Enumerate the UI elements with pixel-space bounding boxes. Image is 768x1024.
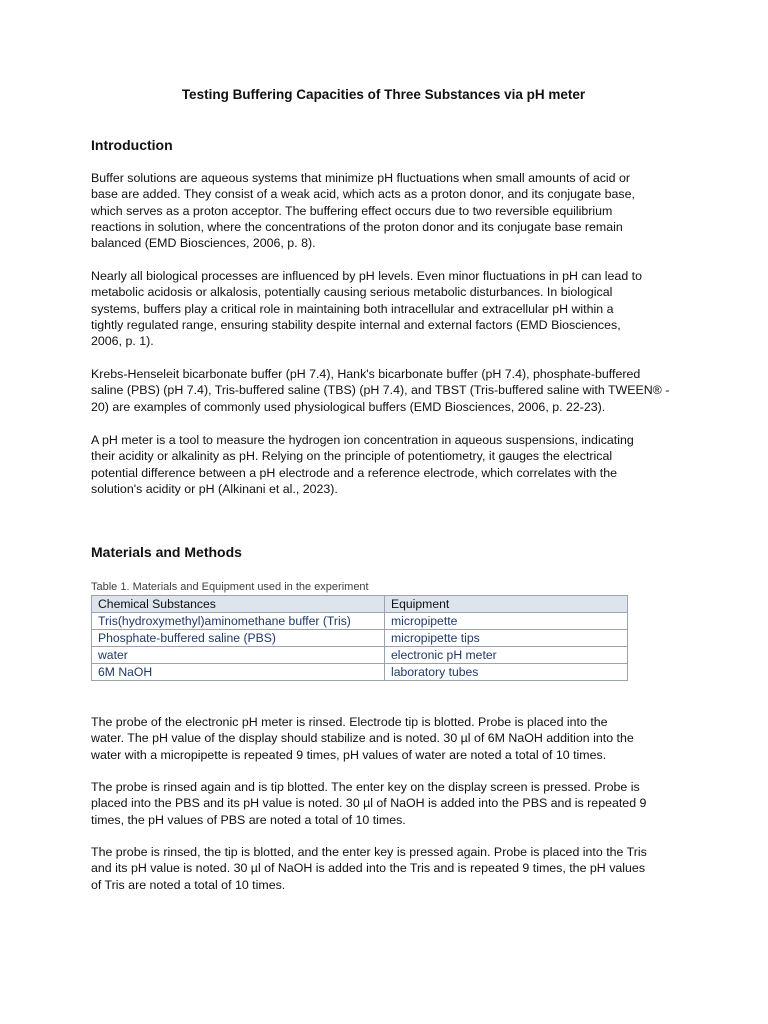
paragraph-line: systems, buffers play a critical role in maintaining both intracellular and extracellular pH within a: [91, 301, 614, 316]
paragraph-line: 20) are examples of commonly used physiological buffers (EMD Biosciences, 2006, p. 22-23).: [91, 399, 606, 414]
paragraph-line: potential difference between a pH electrode and a reference electrode, which correlates with the: [91, 465, 618, 480]
paragraph-line: Buffer solutions are aqueous systems that minimize pH fluctuations when small amounts of acid or: [91, 171, 631, 185]
paragraph-line: their acidity or alkalinity as pH. Relying on the principle of potentiometry, it gauges the electrical: [91, 449, 613, 464]
introduction-paragraph-2: [91, 268, 671, 349]
paragraph-line: and its pH value is noted. 30 µl of NaOH is added into the Tris and is repeated 9 times, the pH values: [91, 861, 646, 876]
paragraph-line: tightly regulated range, ensuring stability despite internal and external factors (EMD Biosciences,: [91, 317, 621, 332]
table-cell: laboratory tubes: [385, 664, 628, 681]
paragraph-line: water with a micropipette is repeated 9 times, pH values of water are noted a total of 10 times.: [91, 747, 607, 762]
paragraph-line: Nearly all biological processes are influenced by pH levels. Even minor fluctuations in pH can lead to: [91, 269, 642, 283]
paragraph-line: A pH meter is a tool to measure the hydrogen ion concentration in aqueous suspensions, indicating: [91, 433, 634, 447]
methods-paragraph-2: [91, 779, 671, 828]
table-cell: micropipette tips: [385, 630, 628, 647]
document-title: Testing Buffering Capacities of Three Substances via pH meter: [181, 87, 586, 102]
paragraph-line: The probe is rinsed again and is tip blotted. The enter key on the display screen is pressed. Probe is: [91, 780, 640, 794]
table-cell: 6M NaOH: [92, 664, 385, 681]
table-cell: electronic pH meter: [385, 647, 628, 664]
paragraph-line: balanced (EMD Biosciences, 2006, p. 8).: [91, 236, 316, 251]
introduction-paragraph-3: [91, 366, 671, 415]
paragraph-line: water. The pH value of the display should stabilize and is noted. 30 µl of 6M NaOH addition into the: [91, 731, 634, 746]
paragraph-line: of Tris are noted a total of 10 times.: [91, 877, 286, 892]
table-header-row: [92, 596, 628, 613]
table-cell: water: [92, 647, 385, 664]
paragraph-line: The probe is rinsed, the tip is blotted, and the enter key is pressed again. Probe is placed into the Tris: [91, 845, 647, 859]
materials-table: [91, 595, 628, 681]
table-caption: Table 1. Materials and Equipment used in the experiment: [91, 581, 369, 593]
methods-paragraph-1: [91, 714, 671, 763]
introduction-paragraph-4: [91, 432, 671, 497]
table-row: [92, 613, 628, 630]
paragraph-line: which serves as a proton acceptor. The buffering effect occurs due to two reversible equilibrium: [91, 203, 613, 218]
table-row: [92, 630, 628, 647]
materials-methods-heading: Materials and Methods: [91, 544, 242, 560]
table-row: [92, 647, 628, 664]
table-row: [92, 664, 628, 681]
introduction-heading: Introduction: [91, 137, 173, 153]
paragraph-line: solution's acidity or pH (Alkinani et al., 2023).: [91, 481, 338, 496]
table-cell: micropipette: [385, 613, 628, 630]
paragraph-line: Krebs-Henseleit bicarbonate buffer (pH 7.4), Hank's bicarbonate buffer (pH 7.4), phosphate-buffered: [91, 367, 641, 381]
introduction-paragraph-1: [91, 170, 671, 251]
paragraph-line: times, the pH values of PBS are noted a total of 10 times.: [91, 812, 406, 827]
paragraph-line: metabolic acidosis or alkalosis, potentially causing serious metabolic disturbances. In biological: [91, 285, 613, 300]
table-cell: Tris(hydroxymethyl)aminomethane buffer (Tris): [92, 613, 385, 630]
paragraph-line: base are added. They consist of a weak acid, which acts as a proton donor, and its conjugate base,: [91, 187, 635, 202]
paragraph-line: reactions in solution, where the concentrations of the proton donor and its conjugate base remain: [91, 219, 623, 234]
column-header-chemical-substances: Chemical Substances: [92, 596, 385, 613]
paragraph-line: The probe of the electronic pH meter is rinsed. Electrode tip is blotted. Probe is placed into the: [91, 715, 608, 729]
column-header-equipment: Equipment: [385, 596, 628, 613]
methods-paragraph-3: [91, 844, 671, 893]
paragraph-line: 2006, p. 1).: [91, 334, 154, 349]
paragraph-line: saline (PBS) (pH 7.4), Tris-buffered saline (TBS) (pH 7.4), and TBST (Tris-buffered saline with TWEEN® -: [91, 383, 670, 398]
table-cell: Phosphate-buffered saline (PBS): [92, 630, 385, 647]
paragraph-line: placed into the PBS and its pH value is noted. 30 µl of NaOH is added into the PBS and is repeated 9: [91, 796, 647, 811]
